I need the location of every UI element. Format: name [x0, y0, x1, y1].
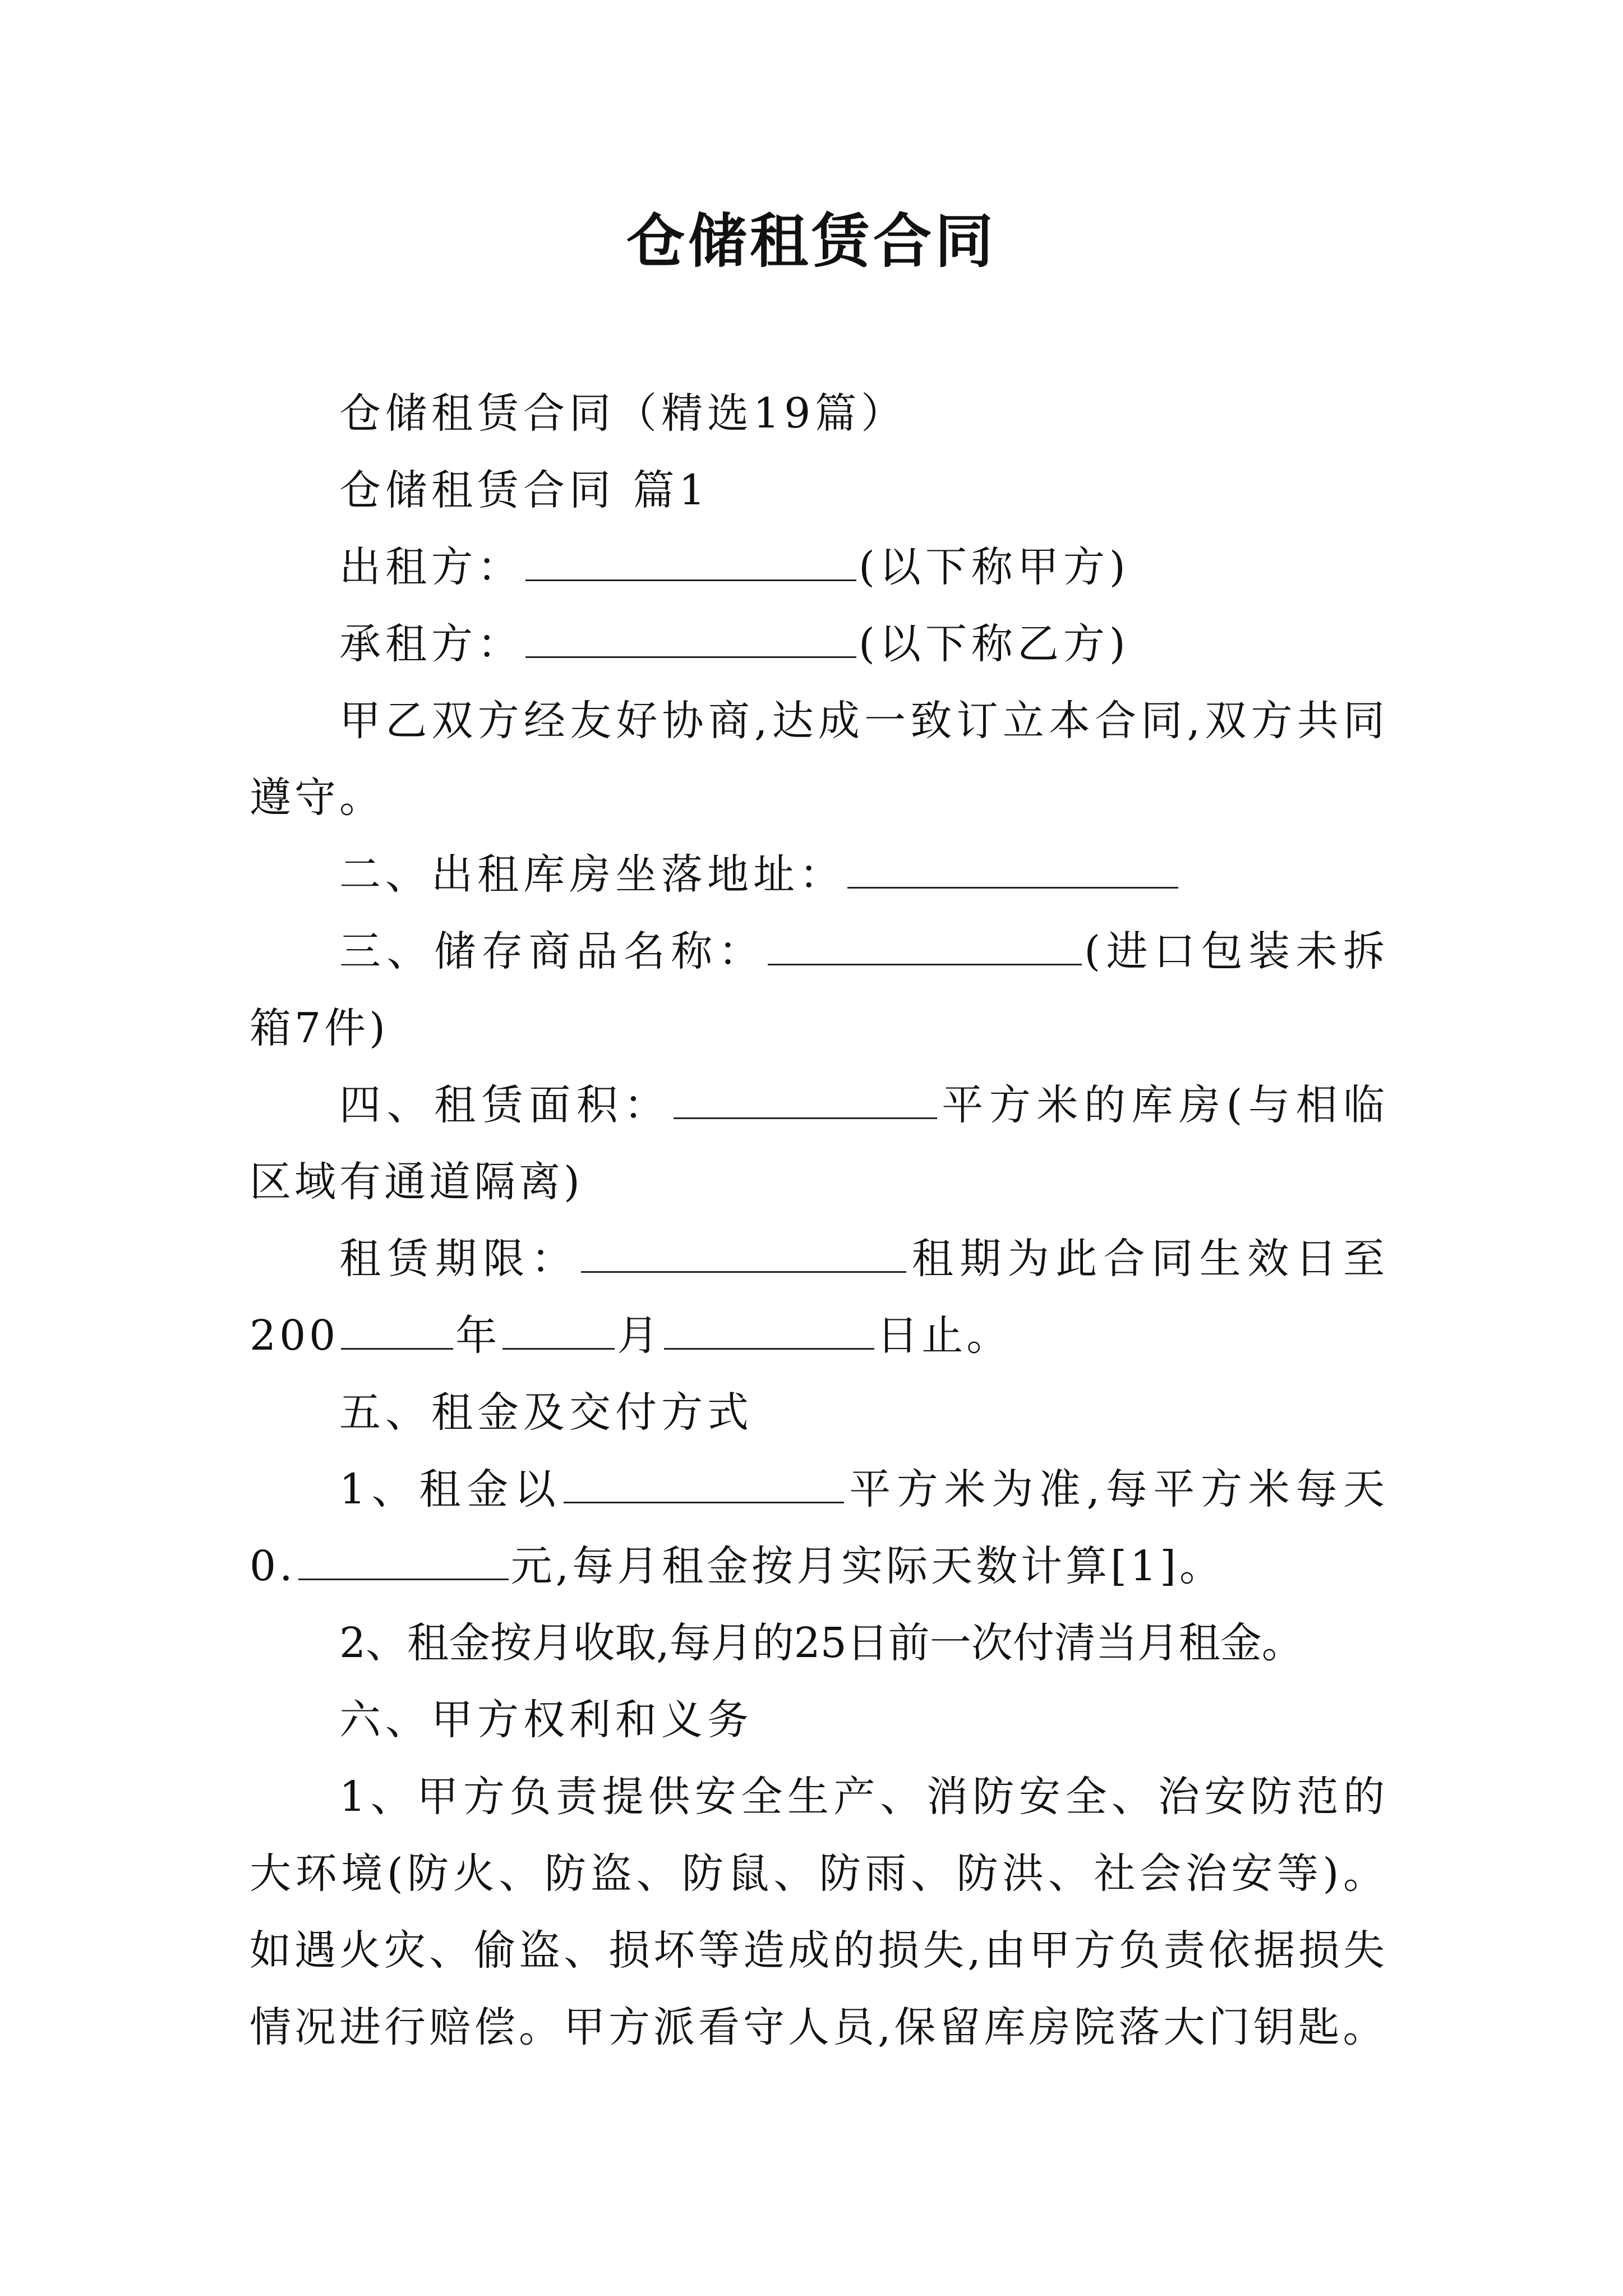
lessor-label: 出租方： [339, 543, 523, 591]
paragraph-agreement: 甲乙双方经友好协商,达成一致订立本合同,双方共同遵守。 [250, 697, 1388, 822]
rent-price-blank [298, 1543, 509, 1580]
paragraph-rent-basis [250, 1451, 1388, 1605]
goods-blank [768, 928, 1082, 965]
collection-title-text: 仓储租赁合同（精选19篇） [339, 389, 907, 438]
lessor-suffix: (以下称甲方) [859, 543, 1130, 591]
paragraph-rent-heading [250, 1374, 1388, 1451]
rent-basis-mid: 平方米为准,每平方米每天0. [250, 1465, 1388, 1590]
rent-area-blank [564, 1466, 844, 1503]
term-year-blank [341, 1312, 453, 1350]
area-label: 四、租赁面积： [339, 1081, 671, 1129]
area-suffix: 平方米的库房(与相临区域有通道隔离) [250, 1081, 1389, 1206]
rent-basis-end: 元,每月租金按月实际天数计算[1]。 [510, 1542, 1224, 1590]
lessee-blank [525, 620, 856, 658]
lessor-rights-heading-text: 六、甲方权利和义务 [339, 1696, 753, 1744]
paragraph-area [250, 1067, 1388, 1221]
term-year: 年 [455, 1312, 501, 1360]
goods-suffix: (进口包装未拆箱7件) [250, 927, 1389, 1052]
lessor-blank [525, 544, 856, 581]
paragraph-lessor-rights-heading [250, 1682, 1388, 1759]
paragraph-lessor-duty-1: 1、甲方负责提供安全生产、消防安全、治安防范的大环境(防火、防盗、防鼠、防雨、防洪、社会治安等)。如遇火灾、偷盗、损坏等造成的损失,由甲方负责依据损失情况进行赔偿。甲方派看守人员,保留库房院落大门钥匙。 [250, 1773, 1388, 2051]
term-label: 租赁期限： [339, 1235, 579, 1283]
term-day-blank [664, 1312, 874, 1350]
area-blank [674, 1082, 937, 1119]
paragraph-term [250, 1221, 1388, 1374]
paragraph-lessee [250, 606, 1388, 683]
paragraph-collection-title [250, 375, 1388, 452]
rent-heading-text: 五、租金及交付方式 [339, 1388, 753, 1437]
goods-label: 三、储存商品名称： [339, 927, 766, 976]
paragraph-rent-payment [250, 1605, 1388, 1682]
lessee-label: 承租方： [339, 620, 523, 668]
address-label: 二、出租库房坐落地址： [339, 850, 845, 899]
term-month: 月 [617, 1312, 662, 1360]
rent-basis-label: 1、租金以 [339, 1465, 562, 1513]
paragraph-goods [250, 913, 1388, 1067]
section-heading-text: 仓储租赁合同 篇1 [339, 466, 710, 514]
address-blank [847, 851, 1178, 889]
paragraph-lessor [250, 529, 1388, 606]
term-blank [581, 1235, 906, 1273]
paragraph-section-heading [250, 452, 1388, 529]
lessee-suffix: (以下称乙方) [859, 620, 1130, 668]
term-month-blank [502, 1312, 615, 1350]
term-mid: 租期为此合同生效日至200 [250, 1235, 1389, 1360]
document-body [250, 375, 1388, 2066]
rent-payment-text: 2、租金按月收取,每月的25日前一次付清当月租金。 [339, 1619, 1303, 1667]
term-end: 日止。 [877, 1312, 1012, 1360]
document-title: 仓储租赁合同 [626, 206, 997, 275]
paragraph-address [250, 836, 1388, 913]
